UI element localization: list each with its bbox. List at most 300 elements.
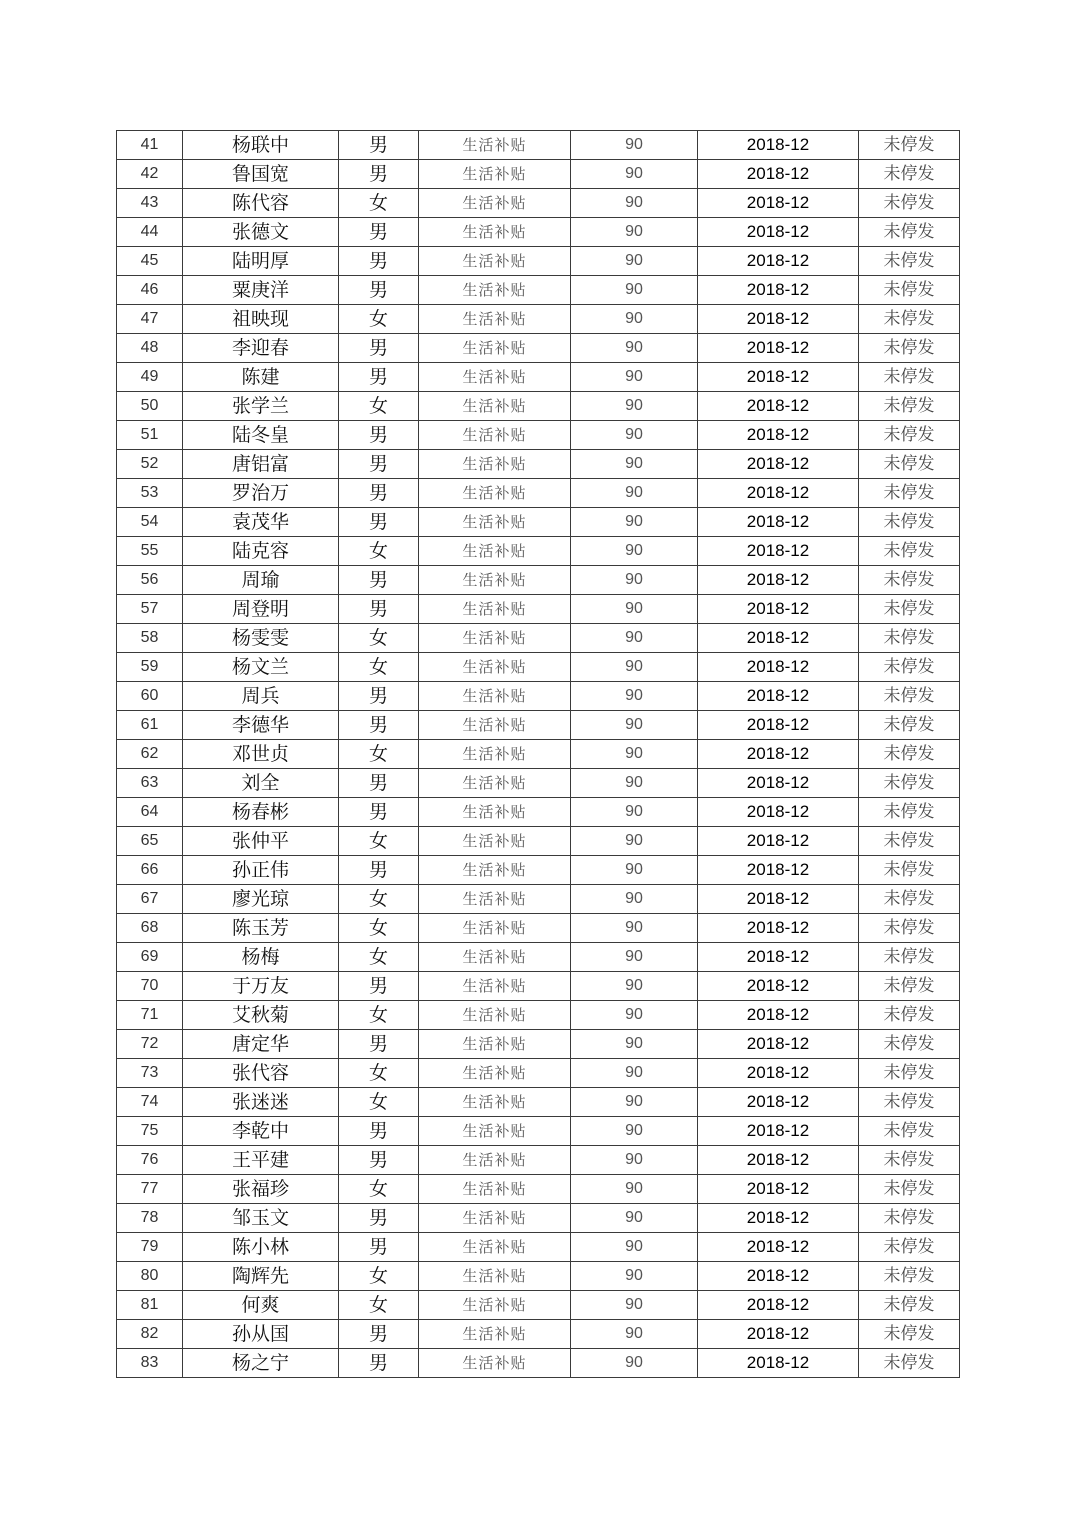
pay-month: 2018-12 bbox=[698, 363, 859, 392]
gender-cell: 女 bbox=[339, 653, 419, 682]
table-row bbox=[117, 827, 960, 856]
row-number: 47 bbox=[117, 305, 183, 334]
table-row bbox=[117, 363, 960, 392]
subsidy-amount: 90 bbox=[571, 160, 698, 189]
subsidy-type: 生活补贴 bbox=[419, 131, 571, 160]
gender-cell: 男 bbox=[339, 1146, 419, 1175]
table-row bbox=[117, 1030, 960, 1059]
person-name: 鲁国宽 bbox=[183, 160, 339, 189]
table-row bbox=[117, 1146, 960, 1175]
payment-status: 未停发 bbox=[859, 653, 960, 682]
pay-month: 2018-12 bbox=[698, 479, 859, 508]
person-name: 唐定华 bbox=[183, 1030, 339, 1059]
row-number: 79 bbox=[117, 1233, 183, 1262]
subsidy-type: 生活补贴 bbox=[419, 1059, 571, 1088]
subsidy-amount: 90 bbox=[571, 537, 698, 566]
payment-status: 未停发 bbox=[859, 1059, 960, 1088]
gender-cell: 男 bbox=[339, 682, 419, 711]
person-name: 陈玉芳 bbox=[183, 914, 339, 943]
payment-status: 未停发 bbox=[859, 392, 960, 421]
person-name: 杨之宁 bbox=[183, 1349, 339, 1378]
table-row bbox=[117, 1291, 960, 1320]
table-row bbox=[117, 1262, 960, 1291]
row-number: 54 bbox=[117, 508, 183, 537]
subsidy-amount: 90 bbox=[571, 1233, 698, 1262]
row-number: 55 bbox=[117, 537, 183, 566]
gender-cell: 女 bbox=[339, 1059, 419, 1088]
subsidy-amount: 90 bbox=[571, 1146, 698, 1175]
pay-month: 2018-12 bbox=[698, 189, 859, 218]
person-name: 邹玉文 bbox=[183, 1204, 339, 1233]
subsidy-amount: 90 bbox=[571, 1088, 698, 1117]
payment-status: 未停发 bbox=[859, 1320, 960, 1349]
row-number: 77 bbox=[117, 1175, 183, 1204]
subsidy-amount: 90 bbox=[571, 305, 698, 334]
subsidy-type: 生活补贴 bbox=[419, 914, 571, 943]
payment-status: 未停发 bbox=[859, 885, 960, 914]
subsidy-amount: 90 bbox=[571, 1001, 698, 1030]
person-name: 张学兰 bbox=[183, 392, 339, 421]
person-name: 祖映现 bbox=[183, 305, 339, 334]
subsidy-amount: 90 bbox=[571, 1059, 698, 1088]
pay-month: 2018-12 bbox=[698, 595, 859, 624]
pay-month: 2018-12 bbox=[698, 334, 859, 363]
subsidy-amount: 90 bbox=[571, 624, 698, 653]
pay-month: 2018-12 bbox=[698, 1233, 859, 1262]
gender-cell: 女 bbox=[339, 1291, 419, 1320]
subsidy-amount: 90 bbox=[571, 740, 698, 769]
pay-month: 2018-12 bbox=[698, 1291, 859, 1320]
gender-cell: 男 bbox=[339, 711, 419, 740]
table-row bbox=[117, 247, 960, 276]
row-number: 52 bbox=[117, 450, 183, 479]
subsidy-type: 生活补贴 bbox=[419, 1204, 571, 1233]
pay-month: 2018-12 bbox=[698, 537, 859, 566]
subsidy-type: 生活补贴 bbox=[419, 537, 571, 566]
table-row bbox=[117, 885, 960, 914]
person-name: 张代容 bbox=[183, 1059, 339, 1088]
row-number: 78 bbox=[117, 1204, 183, 1233]
gender-cell: 男 bbox=[339, 595, 419, 624]
pay-month: 2018-12 bbox=[698, 276, 859, 305]
gender-cell: 女 bbox=[339, 914, 419, 943]
pay-month: 2018-12 bbox=[698, 682, 859, 711]
subsidy-amount: 90 bbox=[571, 566, 698, 595]
subsidy-amount: 90 bbox=[571, 798, 698, 827]
subsidy-type: 生活补贴 bbox=[419, 276, 571, 305]
person-name: 陈小林 bbox=[183, 1233, 339, 1262]
table-row bbox=[117, 334, 960, 363]
row-number: 58 bbox=[117, 624, 183, 653]
subsidy-amount: 90 bbox=[571, 1030, 698, 1059]
person-name: 陆克容 bbox=[183, 537, 339, 566]
payment-status: 未停发 bbox=[859, 305, 960, 334]
person-name: 王平建 bbox=[183, 1146, 339, 1175]
person-name: 于万友 bbox=[183, 972, 339, 1001]
row-number: 73 bbox=[117, 1059, 183, 1088]
subsidy-amount: 90 bbox=[571, 711, 698, 740]
person-name: 刘全 bbox=[183, 769, 339, 798]
subsidy-amount: 90 bbox=[571, 885, 698, 914]
person-name: 杨联中 bbox=[183, 131, 339, 160]
payment-status: 未停发 bbox=[859, 1262, 960, 1291]
person-name: 孙正伟 bbox=[183, 856, 339, 885]
gender-cell: 女 bbox=[339, 827, 419, 856]
table-row bbox=[117, 769, 960, 798]
subsidy-type: 生活补贴 bbox=[419, 1088, 571, 1117]
table-row bbox=[117, 595, 960, 624]
person-name: 罗治万 bbox=[183, 479, 339, 508]
subsidy-amount: 90 bbox=[571, 131, 698, 160]
payment-status: 未停发 bbox=[859, 334, 960, 363]
row-number: 71 bbox=[117, 1001, 183, 1030]
gender-cell: 男 bbox=[339, 566, 419, 595]
row-number: 57 bbox=[117, 595, 183, 624]
subsidy-type: 生活补贴 bbox=[419, 1233, 571, 1262]
payment-status: 未停发 bbox=[859, 276, 960, 305]
row-number: 64 bbox=[117, 798, 183, 827]
gender-cell: 男 bbox=[339, 1204, 419, 1233]
subsidy-amount: 90 bbox=[571, 479, 698, 508]
person-name: 李迎春 bbox=[183, 334, 339, 363]
table-row bbox=[117, 1320, 960, 1349]
table-row bbox=[117, 1233, 960, 1262]
gender-cell: 男 bbox=[339, 1349, 419, 1378]
row-number: 42 bbox=[117, 160, 183, 189]
table-row bbox=[117, 218, 960, 247]
pay-month: 2018-12 bbox=[698, 566, 859, 595]
row-number: 50 bbox=[117, 392, 183, 421]
subsidy-type: 生活补贴 bbox=[419, 1117, 571, 1146]
payment-status: 未停发 bbox=[859, 856, 960, 885]
payment-status: 未停发 bbox=[859, 740, 960, 769]
gender-cell: 女 bbox=[339, 1262, 419, 1291]
person-name: 孙从国 bbox=[183, 1320, 339, 1349]
payment-status: 未停发 bbox=[859, 566, 960, 595]
payment-status: 未停发 bbox=[859, 1001, 960, 1030]
subsidy-amount: 90 bbox=[571, 1175, 698, 1204]
subsidy-type: 生活补贴 bbox=[419, 595, 571, 624]
person-name: 廖光琼 bbox=[183, 885, 339, 914]
table-row bbox=[117, 508, 960, 537]
subsidy-type: 生活补贴 bbox=[419, 827, 571, 856]
subsidy-amount: 90 bbox=[571, 392, 698, 421]
pay-month: 2018-12 bbox=[698, 856, 859, 885]
gender-cell: 女 bbox=[339, 1001, 419, 1030]
pay-month: 2018-12 bbox=[698, 653, 859, 682]
pay-month: 2018-12 bbox=[698, 1030, 859, 1059]
subsidy-amount: 90 bbox=[571, 334, 698, 363]
payment-status: 未停发 bbox=[859, 972, 960, 1001]
table-row bbox=[117, 1204, 960, 1233]
subsidy-type: 生活补贴 bbox=[419, 1291, 571, 1320]
payment-status: 未停发 bbox=[859, 1291, 960, 1320]
gender-cell: 男 bbox=[339, 508, 419, 537]
table-row bbox=[117, 131, 960, 160]
row-number: 62 bbox=[117, 740, 183, 769]
payment-status: 未停发 bbox=[859, 1088, 960, 1117]
table-row bbox=[117, 653, 960, 682]
person-name: 周兵 bbox=[183, 682, 339, 711]
person-name: 杨雯雯 bbox=[183, 624, 339, 653]
gender-cell: 男 bbox=[339, 363, 419, 392]
subsidy-type: 生活补贴 bbox=[419, 740, 571, 769]
payment-status: 未停发 bbox=[859, 682, 960, 711]
subsidy-amount: 90 bbox=[571, 508, 698, 537]
row-number: 82 bbox=[117, 1320, 183, 1349]
person-name: 杨梅 bbox=[183, 943, 339, 972]
pay-month: 2018-12 bbox=[698, 769, 859, 798]
row-number: 61 bbox=[117, 711, 183, 740]
gender-cell: 男 bbox=[339, 276, 419, 305]
payment-status: 未停发 bbox=[859, 1117, 960, 1146]
row-number: 74 bbox=[117, 1088, 183, 1117]
subsidy-type: 生活补贴 bbox=[419, 334, 571, 363]
pay-month: 2018-12 bbox=[698, 1001, 859, 1030]
subsidy-type: 生活补贴 bbox=[419, 1262, 571, 1291]
gender-cell: 女 bbox=[339, 943, 419, 972]
gender-cell: 男 bbox=[339, 972, 419, 1001]
row-number: 59 bbox=[117, 653, 183, 682]
table-row bbox=[117, 740, 960, 769]
subsidy-type: 生活补贴 bbox=[419, 885, 571, 914]
subsidy-type: 生活补贴 bbox=[419, 769, 571, 798]
table-row bbox=[117, 160, 960, 189]
subsidy-amount: 90 bbox=[571, 276, 698, 305]
row-number: 68 bbox=[117, 914, 183, 943]
pay-month: 2018-12 bbox=[698, 943, 859, 972]
table-row bbox=[117, 1059, 960, 1088]
payment-status: 未停发 bbox=[859, 1204, 960, 1233]
payment-status: 未停发 bbox=[859, 769, 960, 798]
subsidy-amount: 90 bbox=[571, 1262, 698, 1291]
subsidy-amount: 90 bbox=[571, 856, 698, 885]
person-name: 杨文兰 bbox=[183, 653, 339, 682]
pay-month: 2018-12 bbox=[698, 827, 859, 856]
payment-status: 未停发 bbox=[859, 537, 960, 566]
pay-month: 2018-12 bbox=[698, 1117, 859, 1146]
subsidy-amount: 90 bbox=[571, 247, 698, 276]
gender-cell: 男 bbox=[339, 1030, 419, 1059]
subsidy-amount: 90 bbox=[571, 1117, 698, 1146]
pay-month: 2018-12 bbox=[698, 914, 859, 943]
pay-month: 2018-12 bbox=[698, 1088, 859, 1117]
payment-status: 未停发 bbox=[859, 914, 960, 943]
subsidy-type: 生活补贴 bbox=[419, 1175, 571, 1204]
payment-status: 未停发 bbox=[859, 421, 960, 450]
row-number: 53 bbox=[117, 479, 183, 508]
subsidy-type: 生活补贴 bbox=[419, 566, 571, 595]
row-number: 63 bbox=[117, 769, 183, 798]
pay-month: 2018-12 bbox=[698, 711, 859, 740]
person-name: 张德文 bbox=[183, 218, 339, 247]
pay-month: 2018-12 bbox=[698, 1204, 859, 1233]
subsidy-amount: 90 bbox=[571, 421, 698, 450]
table-row bbox=[117, 1001, 960, 1030]
payment-status: 未停发 bbox=[859, 943, 960, 972]
person-name: 张仲平 bbox=[183, 827, 339, 856]
subsidy-type: 生活补贴 bbox=[419, 508, 571, 537]
gender-cell: 男 bbox=[339, 479, 419, 508]
payment-status: 未停发 bbox=[859, 508, 960, 537]
payment-status: 未停发 bbox=[859, 247, 960, 276]
table-row bbox=[117, 1175, 960, 1204]
table-row bbox=[117, 305, 960, 334]
row-number: 70 bbox=[117, 972, 183, 1001]
person-name: 邓世贞 bbox=[183, 740, 339, 769]
person-name: 何爽 bbox=[183, 1291, 339, 1320]
payment-status: 未停发 bbox=[859, 1030, 960, 1059]
subsidy-type: 生活补贴 bbox=[419, 1030, 571, 1059]
subsidy-type: 生活补贴 bbox=[419, 943, 571, 972]
row-number: 75 bbox=[117, 1117, 183, 1146]
row-number: 65 bbox=[117, 827, 183, 856]
subsidy-amount: 90 bbox=[571, 218, 698, 247]
subsidy-amount: 90 bbox=[571, 827, 698, 856]
person-name: 杨春彬 bbox=[183, 798, 339, 827]
payment-status: 未停发 bbox=[859, 479, 960, 508]
payment-status: 未停发 bbox=[859, 711, 960, 740]
pay-month: 2018-12 bbox=[698, 1175, 859, 1204]
pay-month: 2018-12 bbox=[698, 392, 859, 421]
row-number: 46 bbox=[117, 276, 183, 305]
table-row bbox=[117, 798, 960, 827]
subsidy-amount: 90 bbox=[571, 1320, 698, 1349]
subsidy-amount: 90 bbox=[571, 943, 698, 972]
subsidy-type: 生活补贴 bbox=[419, 305, 571, 334]
pay-month: 2018-12 bbox=[698, 624, 859, 653]
subsidy-type: 生活补贴 bbox=[419, 682, 571, 711]
gender-cell: 男 bbox=[339, 1320, 419, 1349]
gender-cell: 女 bbox=[339, 305, 419, 334]
subsidy-amount: 90 bbox=[571, 1204, 698, 1233]
person-name: 周瑜 bbox=[183, 566, 339, 595]
pay-month: 2018-12 bbox=[698, 131, 859, 160]
gender-cell: 男 bbox=[339, 769, 419, 798]
row-number: 49 bbox=[117, 363, 183, 392]
pay-month: 2018-12 bbox=[698, 218, 859, 247]
person-name: 袁茂华 bbox=[183, 508, 339, 537]
pay-month: 2018-12 bbox=[698, 885, 859, 914]
table-row bbox=[117, 479, 960, 508]
pay-month: 2018-12 bbox=[698, 1320, 859, 1349]
gender-cell: 男 bbox=[339, 160, 419, 189]
person-name: 陈建 bbox=[183, 363, 339, 392]
gender-cell: 男 bbox=[339, 421, 419, 450]
subsidy-amount: 90 bbox=[571, 595, 698, 624]
table-row bbox=[117, 914, 960, 943]
gender-cell: 男 bbox=[339, 247, 419, 276]
table-row bbox=[117, 682, 960, 711]
gender-cell: 女 bbox=[339, 537, 419, 566]
payment-status: 未停发 bbox=[859, 450, 960, 479]
pay-month: 2018-12 bbox=[698, 305, 859, 334]
table-row bbox=[117, 566, 960, 595]
pay-month: 2018-12 bbox=[698, 1262, 859, 1291]
payment-status: 未停发 bbox=[859, 1175, 960, 1204]
subsidy-type: 生活补贴 bbox=[419, 1146, 571, 1175]
subsidy-amount: 90 bbox=[571, 914, 698, 943]
table-row bbox=[117, 856, 960, 885]
gender-cell: 女 bbox=[339, 885, 419, 914]
row-number: 69 bbox=[117, 943, 183, 972]
person-name: 周登明 bbox=[183, 595, 339, 624]
person-name: 李德华 bbox=[183, 711, 339, 740]
gender-cell: 男 bbox=[339, 218, 419, 247]
subsidy-type: 生活补贴 bbox=[419, 1320, 571, 1349]
row-number: 43 bbox=[117, 189, 183, 218]
pay-month: 2018-12 bbox=[698, 450, 859, 479]
row-number: 67 bbox=[117, 885, 183, 914]
payment-status: 未停发 bbox=[859, 218, 960, 247]
row-number: 83 bbox=[117, 1349, 183, 1378]
gender-cell: 男 bbox=[339, 450, 419, 479]
gender-cell: 男 bbox=[339, 131, 419, 160]
pay-month: 2018-12 bbox=[698, 421, 859, 450]
person-name: 张福珍 bbox=[183, 1175, 339, 1204]
person-name: 陶辉先 bbox=[183, 1262, 339, 1291]
gender-cell: 男 bbox=[339, 798, 419, 827]
row-number: 51 bbox=[117, 421, 183, 450]
person-name: 陈代容 bbox=[183, 189, 339, 218]
subsidy-type: 生活补贴 bbox=[419, 798, 571, 827]
row-number: 44 bbox=[117, 218, 183, 247]
subsidy-amount: 90 bbox=[571, 653, 698, 682]
table-row bbox=[117, 421, 960, 450]
gender-cell: 男 bbox=[339, 334, 419, 363]
subsidy-type: 生活补贴 bbox=[419, 972, 571, 1001]
payment-status: 未停发 bbox=[859, 160, 960, 189]
subsidy-type: 生活补贴 bbox=[419, 160, 571, 189]
subsidy-type: 生活补贴 bbox=[419, 421, 571, 450]
payment-status: 未停发 bbox=[859, 1349, 960, 1378]
pay-month: 2018-12 bbox=[698, 247, 859, 276]
gender-cell: 男 bbox=[339, 1233, 419, 1262]
gender-cell: 女 bbox=[339, 740, 419, 769]
row-number: 76 bbox=[117, 1146, 183, 1175]
person-name: 陆明厚 bbox=[183, 247, 339, 276]
subsidy-type: 生活补贴 bbox=[419, 711, 571, 740]
subsidy-amount: 90 bbox=[571, 1349, 698, 1378]
pay-month: 2018-12 bbox=[698, 1349, 859, 1378]
table-row bbox=[117, 1088, 960, 1117]
subsidy-amount: 90 bbox=[571, 1291, 698, 1320]
row-number: 41 bbox=[117, 131, 183, 160]
subsidy-amount: 90 bbox=[571, 363, 698, 392]
subsidy-table bbox=[116, 130, 960, 1378]
table-row bbox=[117, 1349, 960, 1378]
table-row bbox=[117, 450, 960, 479]
person-name: 粟庚洋 bbox=[183, 276, 339, 305]
subsidy-amount: 90 bbox=[571, 189, 698, 218]
gender-cell: 女 bbox=[339, 189, 419, 218]
gender-cell: 女 bbox=[339, 392, 419, 421]
subsidy-amount: 90 bbox=[571, 682, 698, 711]
subsidy-type: 生活补贴 bbox=[419, 392, 571, 421]
table-row bbox=[117, 189, 960, 218]
subsidy-type: 生活补贴 bbox=[419, 218, 571, 247]
subsidy-type: 生活补贴 bbox=[419, 189, 571, 218]
pay-month: 2018-12 bbox=[698, 740, 859, 769]
payment-status: 未停发 bbox=[859, 595, 960, 624]
gender-cell: 男 bbox=[339, 856, 419, 885]
payment-status: 未停发 bbox=[859, 624, 960, 653]
subsidy-amount: 90 bbox=[571, 972, 698, 1001]
pay-month: 2018-12 bbox=[698, 1059, 859, 1088]
row-number: 80 bbox=[117, 1262, 183, 1291]
row-number: 48 bbox=[117, 334, 183, 363]
pay-month: 2018-12 bbox=[698, 798, 859, 827]
